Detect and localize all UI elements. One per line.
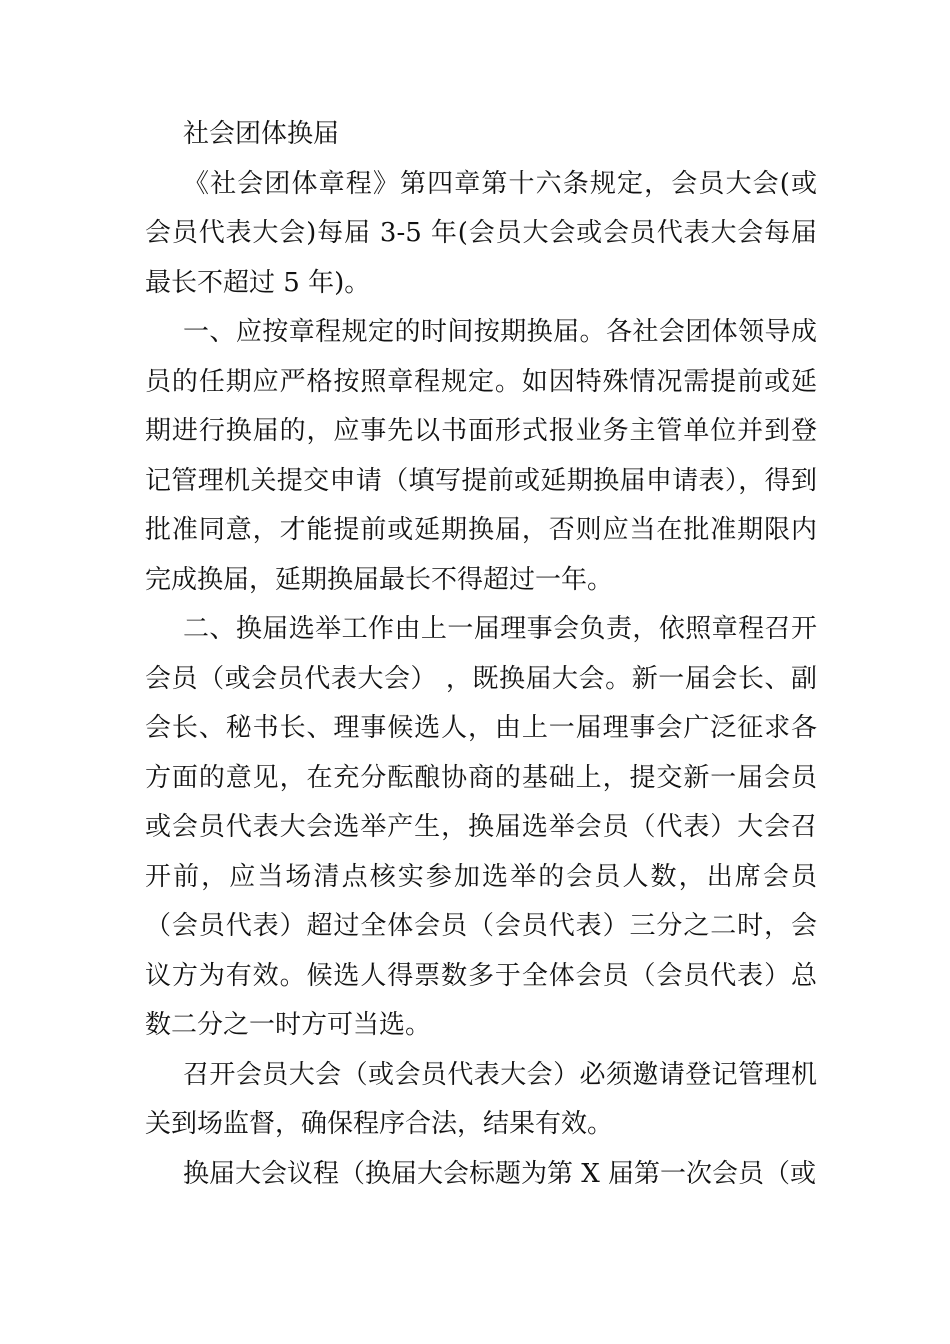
document-title: 社会团体换届 bbox=[183, 119, 340, 149]
paragraph-intro: 《社会团体章程》第四章第十六条规定，会员大会(或会员代表大会)每届 3-5 年(会员大会或会员代表大会每届最长不超过 5 年)。 bbox=[145, 168, 817, 298]
paragraph-agenda: 换届大会议程（换届大会标题为第 X 届第一次会员（或 bbox=[183, 1158, 817, 1189]
paragraph-supervision: 召开会员大会（或会员代表大会）必须邀请登记管理机关到场监督，确保程序合法，结果有效。 bbox=[145, 1059, 817, 1139]
document-page bbox=[145, 110, 817, 1199]
paragraph-section-one: 一、应按章程规定的时间按期换届。各社会团体领导成员的任期应严格按照章程规定。如因特殊情况需提前或延期进行换届的，应事先以书面形式报业务主管单位并到登记管理机关提交申请（填写提前或延期换届申请表），得到批准同意，才能提前或延期换届，否则应当在批准期限内完成换届，延期换届最长不得超过一年。 bbox=[145, 317, 817, 595]
paragraph-section-two: 二、换届选举工作由上一届理事会负责，依照章程召开会员（或会员代表大会） ，既换届大会。新一届会长、副会长、秘书长、理事候选人，由上一届理事会广泛征求各方面的意见，在充分酝酿协商的基础上，提交新一届会员或会员代表大会选举产生，换届选举会员（代表）大会召开前，应当场清点核实参加选举的会员人数，出席会员（会员代表）超过全体会员（会员代表）三分之二时，会议方为有效。候选人得票数多于全体会员（会员代表）总数二分之一时方可当选。 bbox=[145, 614, 817, 1040]
